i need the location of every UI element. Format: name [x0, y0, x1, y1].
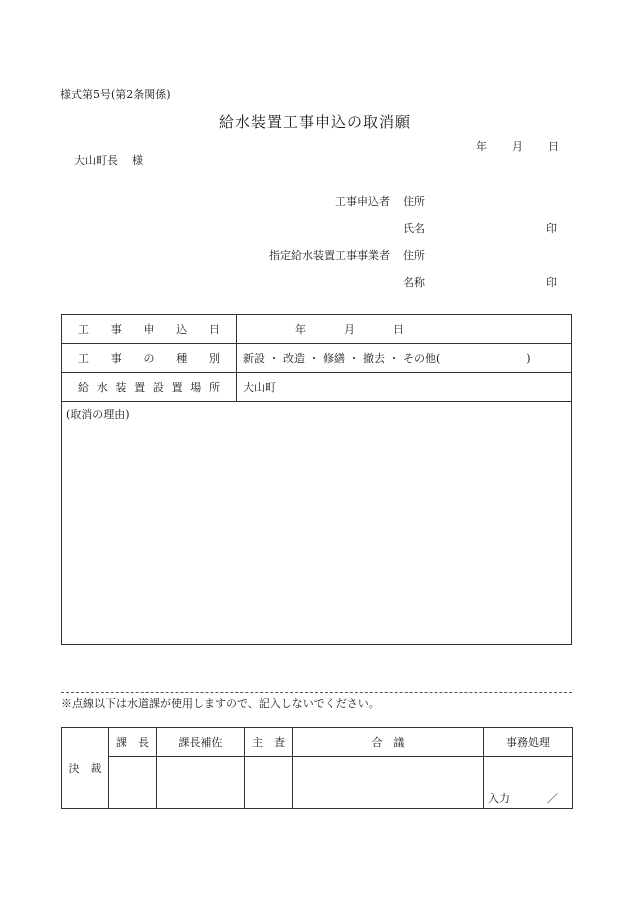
addressee-honorific: 様: [132, 154, 143, 167]
decision-label: 決 裁: [62, 728, 109, 809]
location-value[interactable]: 大山町: [237, 373, 572, 402]
work-type-options: 新設 ・ 改造 ・ 修繕 ・ 撤去 ・ その他(: [243, 352, 441, 365]
addressee-name: 大山町長: [74, 154, 118, 167]
stamp-section-chief[interactable]: [109, 757, 157, 809]
contractor-address-label: 住所: [403, 249, 425, 262]
applicant-name-label: 氏名: [403, 222, 425, 235]
input-label: 入力: [488, 792, 510, 805]
date-day: 日: [548, 140, 559, 153]
approval-col-section-chief: 課 長: [109, 728, 157, 757]
applicant-address-label: 住所: [403, 195, 425, 208]
page-title: 給水装置工事申込の取消願: [218, 113, 411, 131]
stamp-chief-inspector[interactable]: [245, 757, 293, 809]
location-label: 給水装置設置場所: [62, 373, 237, 402]
contractor-role: 指定給水装置工事事業者: [269, 249, 390, 262]
work-type-value[interactable]: [237, 344, 572, 373]
work-type-close: ): [526, 352, 531, 365]
approval-col-processing: 事務処理: [484, 728, 573, 757]
application-date-month: 月: [344, 323, 355, 336]
application-date-day: 日: [393, 323, 404, 336]
addressee: [74, 152, 143, 168]
reason-field[interactable]: [62, 402, 572, 645]
dotted-divider: [61, 692, 572, 693]
stamp-deputy-chief[interactable]: [157, 757, 245, 809]
approval-col-consultation: 合 議: [293, 728, 484, 757]
reason-label: (取消の理由): [66, 408, 130, 421]
input-slash: ／: [547, 792, 558, 805]
application-date-label: 工事申込日: [62, 315, 237, 344]
application-date-year: 年: [295, 323, 306, 336]
work-type-label: 工事の種別: [62, 344, 237, 373]
applicant-seal: 印: [546, 222, 557, 235]
date-month: 月: [512, 140, 523, 153]
application-table: [61, 314, 572, 645]
contractor-seal: 印: [546, 276, 557, 289]
form-code: 様式第5号(第2条関係): [60, 88, 171, 101]
approval-col-chief-inspector: 主 査: [245, 728, 293, 757]
stamp-consultation[interactable]: [293, 757, 484, 809]
approval-table: [61, 727, 573, 809]
approval-col-deputy-chief: 課長補佐: [157, 728, 245, 757]
contractor-name-label: 名称: [403, 276, 425, 289]
date-year: 年: [476, 140, 487, 153]
office-use-note: ※点線以下は水道課が使用しますので、記入しないでください。: [61, 697, 380, 710]
stamp-processing[interactable]: [484, 757, 573, 809]
application-date-value[interactable]: [237, 315, 572, 344]
applicant-role: 工事申込者: [335, 195, 390, 208]
